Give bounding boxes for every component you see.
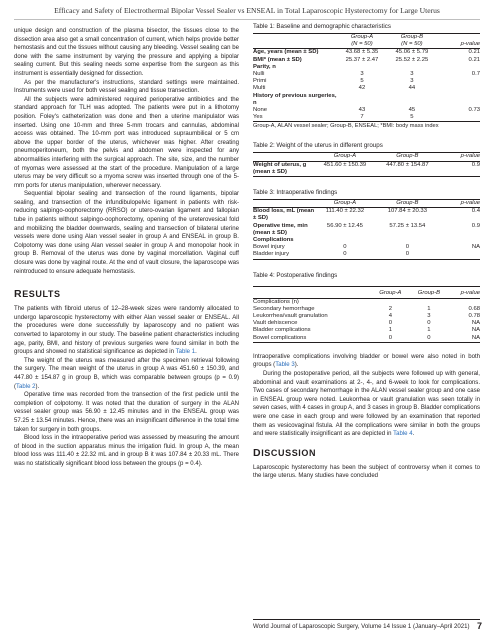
row-label: Bowel injury	[253, 244, 285, 251]
row-label: Bladder complications	[253, 327, 311, 334]
row-label: Leukorrhea/vault granulation	[253, 313, 328, 320]
table-row	[253, 327, 480, 334]
table-row	[253, 335, 480, 343]
row-label: Operative time, min (mean ± SD)	[253, 222, 308, 236]
table-cell: 0	[388, 334, 392, 341]
row-label: History of previous surgeries, n	[253, 92, 337, 106]
table-cell: 45	[408, 107, 416, 114]
page-number: 7	[477, 621, 483, 631]
table-cell: 0.9	[471, 222, 480, 229]
table-row	[253, 64, 480, 71]
row-label: Bowel complications	[253, 334, 307, 341]
table-caption: Table 2: Weight of the uterus in different groups	[253, 142, 383, 150]
table-cell	[387, 64, 437, 71]
column-header: p-value	[460, 153, 480, 160]
column-header: Group-A	[333, 200, 357, 207]
paragraph: During the postoperative period, all the subjects were followed up with general, abdominal and vault examinations at 2-, 4-, and 6-week to look for complications. Two cases of secondary hemorrhage in the ALAN vessel sealer group and one case in ENSEAL group were noted. Leukorrhea or vault granulation was seen totally in seven cases, with 4 cases in group A, and 3 cases in group B. Bladder complications were one case in each group and were followed by an examination that reported them as vesicovaginal fistula. All the complications were similar in both the groups and were statistically insignificant as are depicted in Table 4.	[253, 371, 480, 438]
table-2-grid	[253, 152, 480, 177]
paragraph: unique design and construction of the plasma bisector, the tissues close to the dissection area also get a small concentration of current, which helps provide better hemostasis and cut the tissues without causing any bleeding. Vessel sealing can be done with the same instrument by varying the pressure and applying a bipolar sealing current. But this sealing needs some expertise from the surgeon as this instrument is essentially designed for dissection.	[14, 28, 239, 77]
discussion-heading: DISCUSSION	[253, 446, 317, 459]
table-4	[253, 272, 480, 343]
table-row	[253, 320, 480, 327]
table-cell: 111.40 ± 22.32	[325, 208, 365, 215]
paragraph: Laparoscopic hysterectomy has been the subject of controversy when it comes to the large uterus. Many studies have concluded	[253, 464, 480, 480]
table-cell: 0.7	[471, 71, 480, 78]
table-cell: 5	[360, 78, 364, 85]
table-cell: 0	[405, 251, 409, 258]
table-cell	[437, 93, 480, 107]
row-label: Blood loss, mL (mean ± SD)	[253, 208, 315, 222]
table-cell: 451.60 ± 150.39	[323, 161, 367, 168]
table-cell: 0.21	[468, 56, 480, 63]
table-cell: 0.9	[471, 161, 480, 168]
row-label: Age, years (mean ± SD)	[253, 49, 319, 56]
table-3-link[interactable]: Table 3	[275, 362, 295, 369]
paragraph: All the subjects were administered required perioperative antibiotics and the standard approach for TLH was adopted. The patients were put in a lithotomy position. Foley's catheterization was done and then a uterine manipulator was inserted. Using one 10-mm and three 5-mm trocars and cannulas, abdominal access was obtained. The 10-mm port was introduced supraumbilical or 5 cm above the upper border of the uterus, whichever was higher. After creating pneumoperitoneum, both the pelvis and abdomen were inspected for any abnormalities interfering with the surgical approach. The site, size, and the number of myomas were assessed at the start of the procedure. Manipulation of a large uterus may be very difficult so a myoma screw was inserted through one of the 5-mm ports for uterus manipulation, wherever necessary.	[14, 96, 239, 189]
table-cell: 3	[410, 71, 414, 78]
table-row	[253, 93, 480, 107]
table-cell: NA	[471, 334, 480, 341]
table-cell	[337, 93, 387, 107]
table-1-link[interactable]: Table 1	[175, 349, 196, 356]
table-row	[253, 208, 480, 223]
table-1-grid	[253, 33, 480, 122]
column-header: (N = 50)	[401, 41, 423, 48]
table-cell: 0	[405, 244, 409, 251]
paragraph: Sequential bipolar sealing and transection of the round ligaments, bipolar sealing, and transection of the infundibulopelvic ligament in patients with risk-reducing salpingo-oophorectomy (RRSO) or utero-ovarian ligament and fallopian tube in patients without salpingo-oophorectomy, opening of the ureterovesical fold and mobilizing the bladder downwards, sealing and transection of bilateral uterine vessels were done using Alan vessel sealer in group A and ENSEAL in group B. Colpotomy was done using Alan vessel sealer in group A and monopolar hook in group B. Removal of the uterus was done by vaginal morcellation. Vaginal cuff closure was done by vaginal route. At the end of vault closure, the laparoscope was reintroduced to ensure adequate hemostasis.	[14, 191, 239, 275]
row-label: Complications	[253, 237, 294, 244]
left-column	[14, 27, 239, 469]
row-label: Nulli	[253, 71, 265, 78]
row-label: Secondary hemorrhage	[253, 305, 315, 312]
table-cell: 57.25 ± 13.54	[389, 222, 426, 229]
table-cell: 1	[427, 327, 431, 334]
table-cell: 1	[427, 305, 431, 312]
column-header: p-value	[460, 41, 480, 48]
row-label: Vault dehiscence	[253, 320, 298, 327]
table-cell	[439, 251, 480, 259]
row-label: Parity, n	[253, 63, 276, 70]
column-header: Group-B	[396, 200, 419, 207]
table-cell	[439, 237, 480, 244]
table-cell: 44	[408, 85, 416, 92]
row-label: Bladder injury	[253, 251, 290, 258]
row-label: None	[253, 107, 268, 114]
table-cell: 5	[410, 114, 414, 121]
column-header: Group-B	[396, 153, 419, 160]
row-label: Primi	[253, 78, 267, 85]
table-cell: 0	[343, 244, 347, 251]
table-cell: 25.37 ± 2.47	[345, 56, 379, 63]
right-column	[253, 23, 480, 481]
column-header: (N = 50)	[351, 41, 373, 48]
table-row	[253, 114, 480, 122]
table-cell: 0.73	[468, 107, 480, 114]
table-cell: 0	[343, 251, 347, 258]
journal-footer: World Journal of Laparoscopic Surgery, Volume 14 Issue 1 (January–April 2021)	[253, 623, 470, 630]
table-cell	[448, 298, 480, 306]
table-cell: 0.4	[471, 208, 480, 215]
table-row	[253, 237, 480, 244]
table-row	[253, 85, 480, 92]
column-header: Group-B	[400, 34, 424, 40]
row-label: Multi	[253, 85, 266, 92]
table-cell: 0.21	[468, 49, 480, 56]
table-row	[253, 107, 480, 114]
table-row	[253, 306, 480, 313]
table-row	[253, 298, 480, 306]
column-header: Group-A	[379, 289, 402, 296]
table-3	[253, 189, 480, 260]
table-cell: 43.68 ± 5.35	[345, 49, 379, 56]
table-cell: 45.06 ± 5.79	[395, 49, 429, 56]
table-cell	[387, 93, 437, 107]
table-row	[253, 57, 480, 64]
table-cell: NA	[471, 320, 480, 327]
table-cell	[314, 237, 375, 244]
table-row	[253, 71, 480, 78]
table-note: Group-A, ALAN vessel sealer; Group-B, ENSEAL; *BMI: body mass index	[253, 123, 439, 130]
table-row	[253, 251, 480, 259]
table-row	[253, 223, 480, 237]
table-cell: NA	[471, 244, 480, 251]
table-1	[253, 23, 480, 130]
table-cell	[410, 298, 449, 306]
table-cell: 0	[388, 320, 392, 327]
table-row	[253, 313, 480, 320]
header-rule	[14, 19, 480, 20]
column-header: p-value	[460, 200, 480, 207]
row-label: Yes	[253, 114, 263, 121]
table-cell	[437, 78, 480, 85]
running-head: Efficacy and Safety of Electrothermal Bipolar Vessel Sealer vs ENSEAL in Total Laparoscopic Hysterectomy for Large Uterus	[54, 6, 440, 15]
table-cell: 4	[388, 313, 392, 320]
column-header: p-value	[460, 289, 480, 296]
table-cell	[376, 237, 440, 244]
table-cell: 7	[360, 114, 364, 121]
table-3-grid	[253, 199, 480, 260]
table-row	[253, 78, 480, 85]
table-cell: 1	[388, 327, 392, 334]
footer-rule	[253, 619, 480, 620]
table-caption: Table 4: Postoperative findings	[253, 271, 338, 279]
table-cell: 0.68	[468, 305, 480, 312]
table-cell: 2	[388, 305, 392, 312]
table-cell: 0	[427, 320, 431, 327]
paragraph: The patients with fibroid uterus of 12–28-week sizes were randomly allocated to undergo laparoscopic hysterectomy with either Alan vessel sealer or ENSEAL. All the procedures were done successfully by laparoscopy and no patient was converted to laparotomy in our study. The baseline patient characteristics including age, parity, BMI, and history of previous surgeries were found similar in both the groups and showed no statistical significance as depicted in Table 1.	[14, 306, 239, 356]
table-4-grid	[253, 286, 480, 343]
table-cell: 447.80 ± 154.87	[386, 161, 429, 168]
table-cell: NA	[471, 327, 480, 334]
table-row	[253, 161, 480, 176]
table-4-link[interactable]: Table 4	[393, 431, 413, 438]
table-cell: 3	[360, 71, 364, 78]
table-cell	[371, 298, 410, 306]
table-caption: Table 3: Intraoperative findings	[253, 189, 338, 197]
row-label: Complications (n)	[253, 298, 299, 305]
table-cell	[437, 85, 480, 92]
table-cell	[437, 114, 480, 122]
paragraph: As per the manufacturer's instructions, standard settings were maintained. Instruments were used for both vessel sealing and tissue transection.	[14, 79, 239, 95]
results-heading: RESULTS	[14, 288, 61, 301]
table-2-link[interactable]: Table 2	[16, 383, 36, 390]
row-label: Weight of uterus, g (mean ± SD)	[253, 161, 307, 175]
paragraph: Intraoperative complications involving bladder or bowel were also noted in both groups (Table 3).	[253, 353, 480, 369]
table-cell: 0.78	[468, 313, 480, 320]
paragraph: Blood loss in the intraoperative period was assessed by measuring the amount of blood in the suction apparatus minus the irrigation fluid. In group A, the mean blood loss was 111.40 ± 22.32 mL and in group B it was 107.84 ± 20.33 mL. There was no statistically significant blood loss between the groups (p = 0.4).	[14, 435, 239, 467]
column-header: Group-A	[333, 153, 357, 160]
column-header: Group-A	[350, 34, 374, 40]
table-cell: 56.90 ± 12.45	[326, 222, 363, 229]
table-2	[253, 142, 480, 177]
table-cell: 0	[427, 334, 431, 341]
column-header: Group-B	[417, 289, 441, 296]
table-cell	[337, 64, 387, 71]
table-cell: 43	[358, 107, 366, 114]
table-cell: 107.84 ± 20.33	[387, 208, 427, 215]
paragraph: The weight of the uterus was measured after the specimen retrieval following the surgery. The mean weight of the uterus in group A was 451.60 ± 150.39, and 447.80 ± 154.87 g in group B, which was comparable between groups (p = 0.9) (Table 2).	[14, 357, 239, 390]
row-label: BMI* (mean ± SD)	[253, 56, 302, 63]
table-cell: 3	[410, 78, 414, 85]
paragraph: Operative time was recorded from the transection of the first pedicle until the completion of colpotomy. It was noted that the duration of surgery in the ALAN vessel sealer group was 56.90 ± 12.45 minutes and in the ENSEAL group was 57.25 ± 13.54 minutes. Hence, there was an insignificant difference in the total time taken for surgery in both groups.	[14, 392, 239, 433]
table-cell: 3	[427, 313, 431, 320]
table-row	[253, 244, 480, 251]
table-caption: Table 1: Baseline and demographic characteristics	[253, 23, 391, 30]
table-cell	[437, 64, 480, 71]
table-cell: 25.52 ± 2.25	[395, 56, 429, 63]
table-cell: 42	[358, 85, 366, 92]
table-row	[253, 49, 480, 57]
